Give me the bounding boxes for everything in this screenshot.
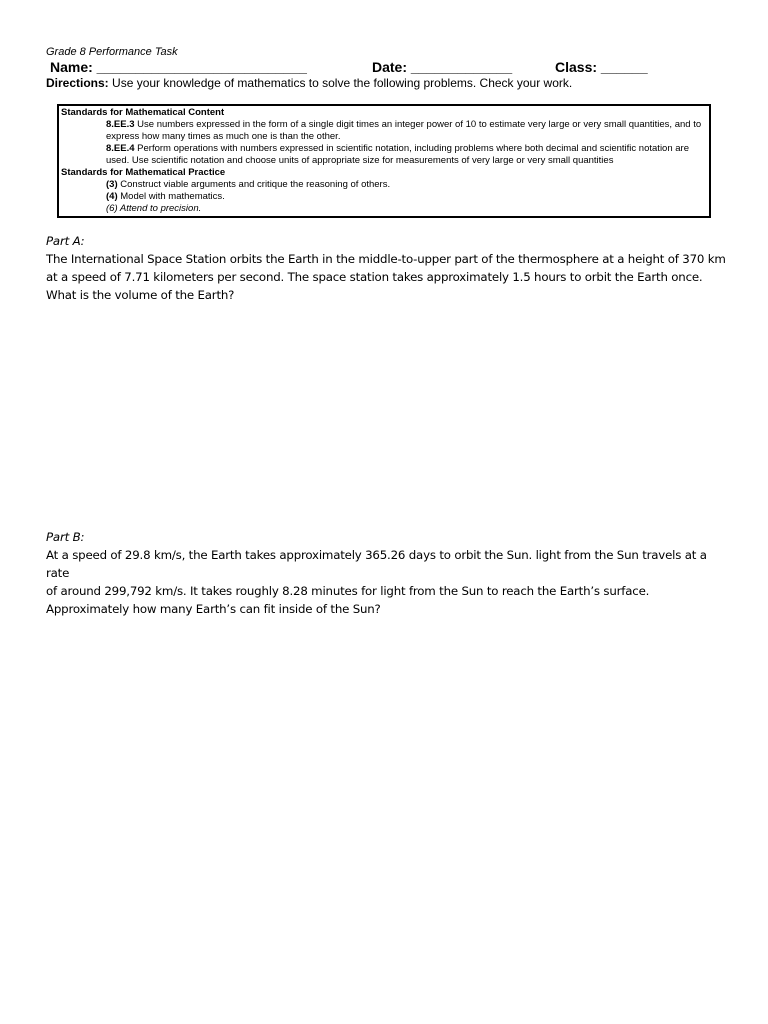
class-field: Class: ______ <box>555 59 648 75</box>
practice-code: (3) <box>106 179 118 190</box>
date-field: Date: _____________ <box>372 59 513 75</box>
part-a-title: Part A: <box>46 234 85 248</box>
practice-code: (4) <box>106 191 118 202</box>
standard-text: Perform operations with numbers expressed in scientific notation, including problems where both decimal and scientific notation are used. Use scientific notation and choose units of appropriate size for measurements of very large or very small quantities <box>106 143 689 166</box>
practice-item-3 <box>106 179 706 191</box>
practice-text: Construct viable arguments and critique the reasoning of others. <box>117 179 391 190</box>
directions-text: Use your knowledge of mathematics to solve the following problems. Check your work. <box>108 76 573 90</box>
practice-standards-heading: Standards for Mathematical Practice <box>61 167 226 178</box>
part-b <box>46 528 726 618</box>
directions-label: Directions: <box>46 76 109 90</box>
part-b-question: At a speed of 29.8 km/s, the Earth takes approximately 365.26 days to orbit the Sun. light from the Sun travels at a rate of around 299,792 km/s. It takes roughly 8.28 minutes for light from the Sun to reach the Earth’s surface. Approximately how many Earth’s can fit inside of the Sun? <box>46 548 707 616</box>
practice-text: Attend to precision. <box>117 203 202 214</box>
practice-code: (6) <box>106 203 118 214</box>
task-subtitle: Grade 8 Performance Task <box>46 46 178 58</box>
part-a <box>46 232 726 304</box>
standard-text: Use numbers expressed in the form of a single digit times an integer power of 10 to estimate very large or very small quantities, and to express how many times as much one is than the other. <box>106 119 702 142</box>
standard-code: 8.EE.4 <box>106 143 135 154</box>
standard-8ee3 <box>106 119 706 143</box>
standard-code: 8.EE.3 <box>106 119 135 130</box>
practice-item-6 <box>106 203 706 215</box>
name-field: Name: ___________________________ <box>50 59 307 75</box>
part-a-question: The International Space Station orbits the Earth in the middle-to-upper part of the thermosphere at a height of 370 km at a speed of 7.71 kilometers per second. The space station takes approximately 1.5 hours to orbit the Earth once. What is the volume of the Earth? <box>46 252 726 302</box>
content-standards-heading: Standards for Mathematical Content <box>61 107 225 118</box>
standard-8ee4 <box>106 143 706 167</box>
part-b-title: Part B: <box>46 530 85 544</box>
practice-item-4 <box>106 191 706 203</box>
directions <box>46 76 572 90</box>
standards-box <box>57 104 711 218</box>
practice-text: Model with mathematics. <box>117 191 225 202</box>
